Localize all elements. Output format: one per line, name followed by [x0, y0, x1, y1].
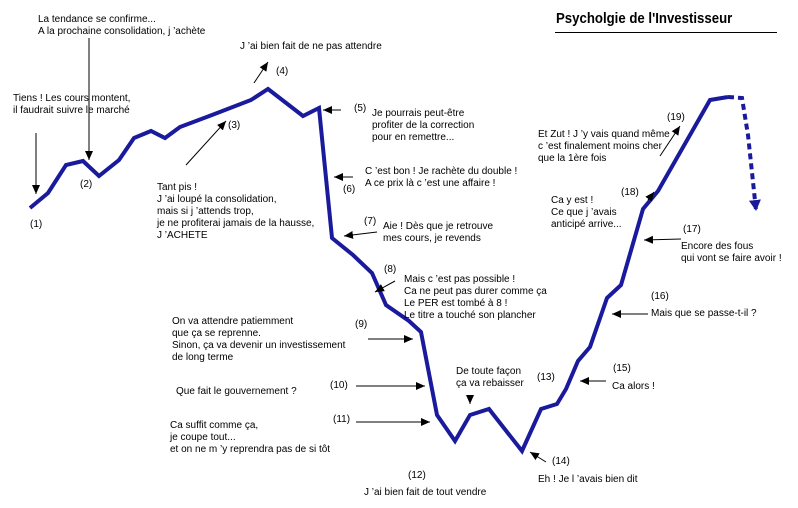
projected-decline — [728, 97, 756, 210]
pointer-arrows — [36, 38, 681, 462]
step-comment-9: On va attendre patiemment que ça se reprenne. Sinon, ça va devenir un investissement de long terme — [172, 316, 346, 363]
step-number-14: (14) — [552, 456, 570, 467]
step-number-18: (18) — [621, 187, 639, 198]
step-number-13: (13) — [537, 372, 555, 383]
step-number-11: (11) — [333, 414, 351, 425]
step-number-6: (6) — [343, 184, 356, 195]
step-comment-8: Mais c ’est pas possible ! Ca ne peut pas durer comme ça Le PER est tombé à 8 ! Le titre a touché son plancher — [404, 274, 547, 321]
step-comment-13: De toute façon ça va rebaisser — [456, 366, 524, 389]
step-number-4: (4) — [276, 66, 289, 77]
step-comment-7: Aie ! Dès que je retrouve mes cours, je revends — [383, 221, 494, 244]
step-number-3: (3) — [228, 120, 241, 131]
step-comment-12: J ’ai bien fait de tout vendre — [364, 487, 487, 498]
step-number-5: (5) — [354, 103, 367, 114]
step-number-12: (12) — [408, 470, 426, 481]
step-comment-2: La tendance se confirme... A la prochaine consolidation, j ’achète — [38, 14, 206, 37]
step-number-10: (10) — [330, 380, 348, 391]
step-comment-19: Et Zut ! J ’y vais quand même c ’est finalement moins cher que la 1ère fois — [538, 129, 670, 164]
step-comment-11: Ca suffit comme ça, je coupe tout... et on ne m ’y reprendra pas de si tôt — [170, 420, 331, 455]
step-comment-3: Tant pis ! J ’ai loupé la consolidation, mais si j ’attends trop, je ne profiterai jamais de la hausse, J ’ACHETE — [157, 182, 315, 241]
step-comment-6: C ’est bon ! Je rachète du double ! A ce prix là c ’est une affaire ! — [365, 166, 518, 189]
step-number-16: (16) — [651, 291, 669, 302]
step-comment-4: J ’ai bien fait de ne pas attendre — [240, 41, 382, 52]
step-number-15: (15) — [613, 363, 631, 374]
step-number-8: (8) — [384, 264, 397, 275]
step-number-1: (1) — [30, 219, 43, 230]
page-title: Psycholgie de l'Investisseur — [556, 10, 733, 27]
step-comment-16: Mais que se passe-t-il ? — [651, 308, 757, 319]
title-underline — [555, 32, 777, 33]
step-number-19: (19) — [667, 112, 685, 123]
step-number-2: (2) — [80, 179, 93, 190]
step-comment-1: Tiens ! Les cours montent, il faudrait suivre le marché — [13, 93, 131, 116]
step-comment-14: Eh ! Je l ’avais bien dit — [538, 474, 638, 485]
step-comment-5: Je pourrais peut-être profiter de la correction pour en remettre... — [372, 108, 475, 143]
step-comment-10: Que fait le gouvernement ? — [176, 386, 297, 397]
step-number-17: (17) — [683, 224, 701, 235]
step-number-7: (7) — [364, 216, 377, 227]
step-comment-17: Encore des fous qui vont se faire avoir ! — [681, 241, 782, 264]
step-comment-15: Ca alors ! — [612, 381, 655, 392]
step-number-9: (9) — [355, 319, 368, 330]
step-comment-18: Ca y est ! Ce que j ’avais anticipé arrive... — [551, 195, 622, 230]
